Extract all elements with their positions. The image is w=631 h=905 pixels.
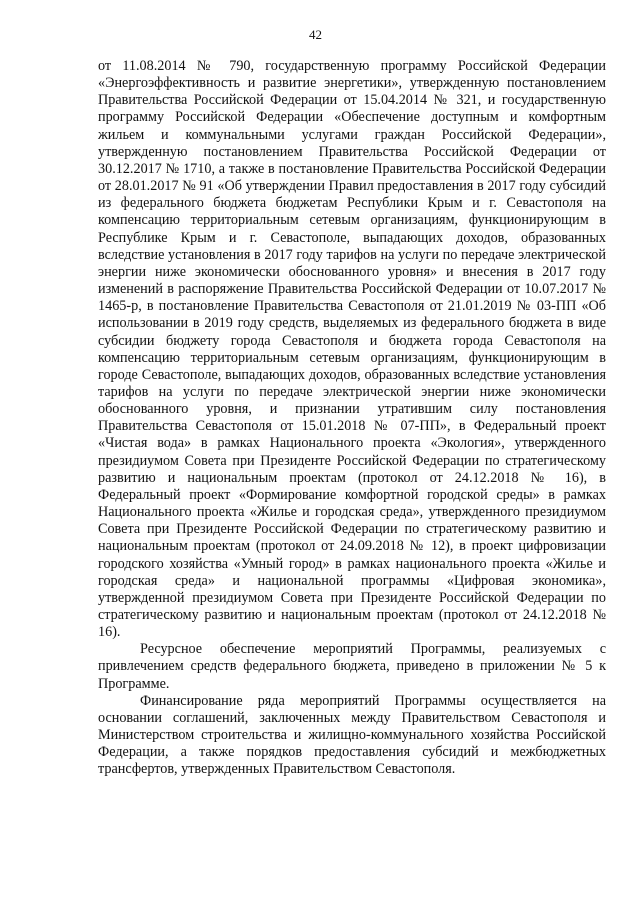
page-number: 42 — [309, 27, 322, 42]
document-body — [98, 58, 606, 779]
paragraph-resource-support: Ресурсное обеспечение мероприятий Программы, реализуемых с привлечением средств федерального бюджета, приведено в приложении № 5 к Программе. — [98, 641, 606, 692]
paragraph-continuation: от 11.08.2014 № 790, государственную программу Российской Федерации «Энергоэффективность и развитие энергетики», утвержденную постановлением Правительства Российской Федерации от 15.04.2014 № 321, и государственную программу Российской Федерации «Обеспечение доступным и комфортным жильем и коммунальными услугами граждан Российской Федерации», утвержденную постановлением Правительства Российской Федерации от 30.12.2017 № 1710, а также в постановление Правительства Российской Федерации от 28.01.2017 № 91 «Об утверждении Правил предоставления в 2017 году субсидий из федерального бюджета бюджетам Республики Крым и г. Севастополя на компенсацию территориальным сетевым организациям, функционирующим в Республике Крым и г. Севастополе, выпадающих доходов, образованных вследствие установления в 2017 году тарифов на услуги по передаче электрической энергии ниже экономически обоснованного уровня» и внесения в 2017 году изменений в распоряжение Правительства Российской Федерации от 10.07.2017 № 1465-р, в постановление Правительства Севастополя от 21.01.2019 № 03-ПП «Об использовании в 2019 году средств, выделяемых из федерального бюджета в виде субсидии бюджету города Севастополя и бюджета города Севастополя на компенсацию территориальным сетевым организациям, функционирующим в городе Севастополе, выпадающих доходов, образованных вследствие установления тарифов на услуги по передаче электрической энергии ниже экономически обоснованного уровня, и признании утратившим силу постановления Правительства Севастополя от 15.01.2018 № 07-ПП», в Федеральный проект «Чистая вода» в рамках Национального проекта «Экология», утвержденного президиумом Совета при Президенте Российской Федерации по стратегическому развитию и национальным проектам (протокол от 24.12.2018 № 16), в Федеральный проект «Формирование комфортной городской среды» в рамках Национального проекта «Жилье и городская среда», утвержденного президиумом Совета при Президенте Российской Федерации по стратегическому развитию и национальным проектам (протокол от 24.09.2018 № 12), в проект цифровизации городского хозяйства «Умный город» в рамках национального проекта «Жилье и городская среда» и национальной программы «Цифровая экономика», утвержденной президиумом Совета при Президенте Российской Федерации по стратегическому развитию и национальным проектам (протокол от 24.12.2018 № 16). — [98, 58, 606, 641]
paragraph-financing: Финансирование ряда мероприятий Программы осуществляется на основании соглашений, заключенных между Правительством Севастополя и Министерством строительства и жилищно-коммунального хозяйства Российской Федерации, а также порядков предоставления субсидий и межбюджетных трансфертов, утвержденных Правительством Севастополя. — [98, 692, 606, 778]
